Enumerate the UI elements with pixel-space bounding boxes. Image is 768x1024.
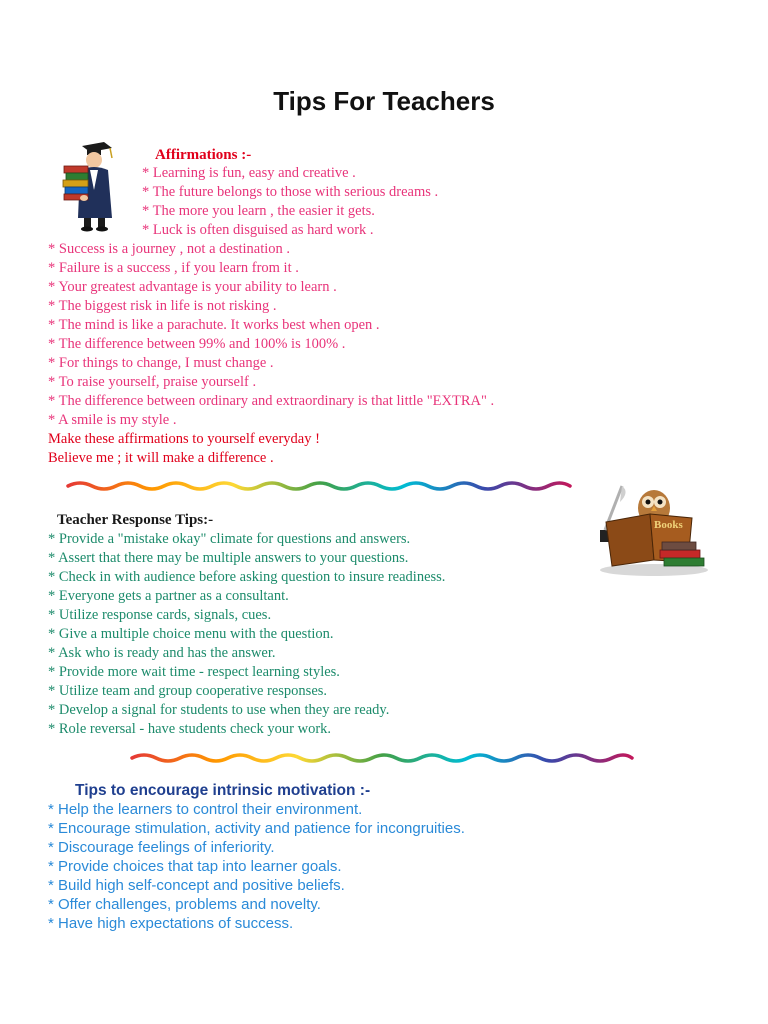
- response-tip-item: * Utilize response cards, signals, cues.: [48, 607, 272, 623]
- affirmation-item: * Luck is often disguised as hard work .: [142, 222, 374, 238]
- motivation-item: * Encourage stimulation, activity and patience for incongruities.: [48, 820, 465, 837]
- motivation-item: * Discourage feelings of inferiority.: [48, 839, 275, 856]
- response-tip-item: * Provide a "mistake okay" climate for questions and answers.: [48, 531, 411, 547]
- affirmation-item: * Learning is fun, easy and creative .: [142, 165, 356, 181]
- response-tip-item: * Utilize team and group cooperative responses.: [48, 683, 328, 699]
- motivation-item: * Provide choices that tap into learner goals.: [48, 858, 342, 875]
- motivation-item: * Help the learners to control their environment.: [48, 801, 363, 818]
- motivation-item: * Offer challenges, problems and novelty.: [48, 896, 321, 913]
- affirmation-item: * A smile is my style .: [48, 412, 177, 428]
- books-label: Books: [654, 519, 683, 531]
- response-tip-item: * Everyone gets a partner as a consultant.: [48, 588, 289, 604]
- motivation-item: * Build high self-concept and positive beliefs.: [48, 877, 345, 894]
- response-tip-item: * Check in with audience before asking question to insure readiness.: [48, 569, 446, 585]
- affirmation-closing: Make these affirmations to yourself everyday !: [48, 431, 320, 447]
- affirmation-item: * For things to change, I must change .: [48, 355, 274, 371]
- wise-owl-reading-books-icon: [596, 478, 712, 578]
- affirmation-item: * Failure is a success , if you learn from it .: [48, 260, 299, 276]
- affirmation-item: * The difference between ordinary and extraordinary is that little "EXTRA" .: [48, 393, 495, 409]
- affirmation-item: * Your greatest advantage is your ability to learn .: [48, 279, 337, 295]
- response-tip-item: * Ask who is ready and has the answer.: [48, 645, 276, 661]
- response-tip-item: * Role reversal - have students check your work.: [48, 721, 332, 737]
- page-title: Tips For Teachers: [273, 86, 495, 116]
- affirmation-item: * The biggest risk in life is not risking .: [48, 298, 277, 314]
- affirmation-item: * The future belongs to those with serious dreams .: [142, 184, 439, 200]
- affirmation-item: * The difference between 99% and 100% is 100% .: [48, 336, 346, 352]
- affirmation-item: * The mind is like a parachute. It works best when open .: [48, 317, 380, 333]
- affirmation-item: * The more you learn , the easier it gets.: [142, 203, 375, 219]
- affirmation-item: * Success is a journey , not a destination .: [48, 241, 291, 257]
- affirmation-closing: Believe me ; it will make a difference .: [48, 450, 274, 466]
- response-tip-item: * Give a multiple choice menu with the question.: [48, 626, 334, 642]
- graduate-with-books-icon: [60, 140, 122, 232]
- affirmation-item: * To raise yourself, praise yourself .: [48, 374, 257, 390]
- motivation-heading: Tips to encourage intrinsic motivation :-: [75, 782, 371, 799]
- affirmations-heading: Affirmations :-: [155, 147, 252, 163]
- response-tip-item: * Assert that there may be multiple answers to your questions.: [48, 550, 409, 566]
- response-tips-heading: Teacher Response Tips:-: [57, 512, 214, 528]
- rainbow-wavy-divider: [66, 478, 572, 492]
- rainbow-wavy-divider: [130, 750, 634, 764]
- motivation-item: * Have high expectations of success.: [48, 915, 294, 932]
- response-tip-item: * Develop a signal for students to use when they are ready.: [48, 702, 390, 718]
- response-tip-item: * Provide more wait time - respect learning styles.: [48, 664, 340, 680]
